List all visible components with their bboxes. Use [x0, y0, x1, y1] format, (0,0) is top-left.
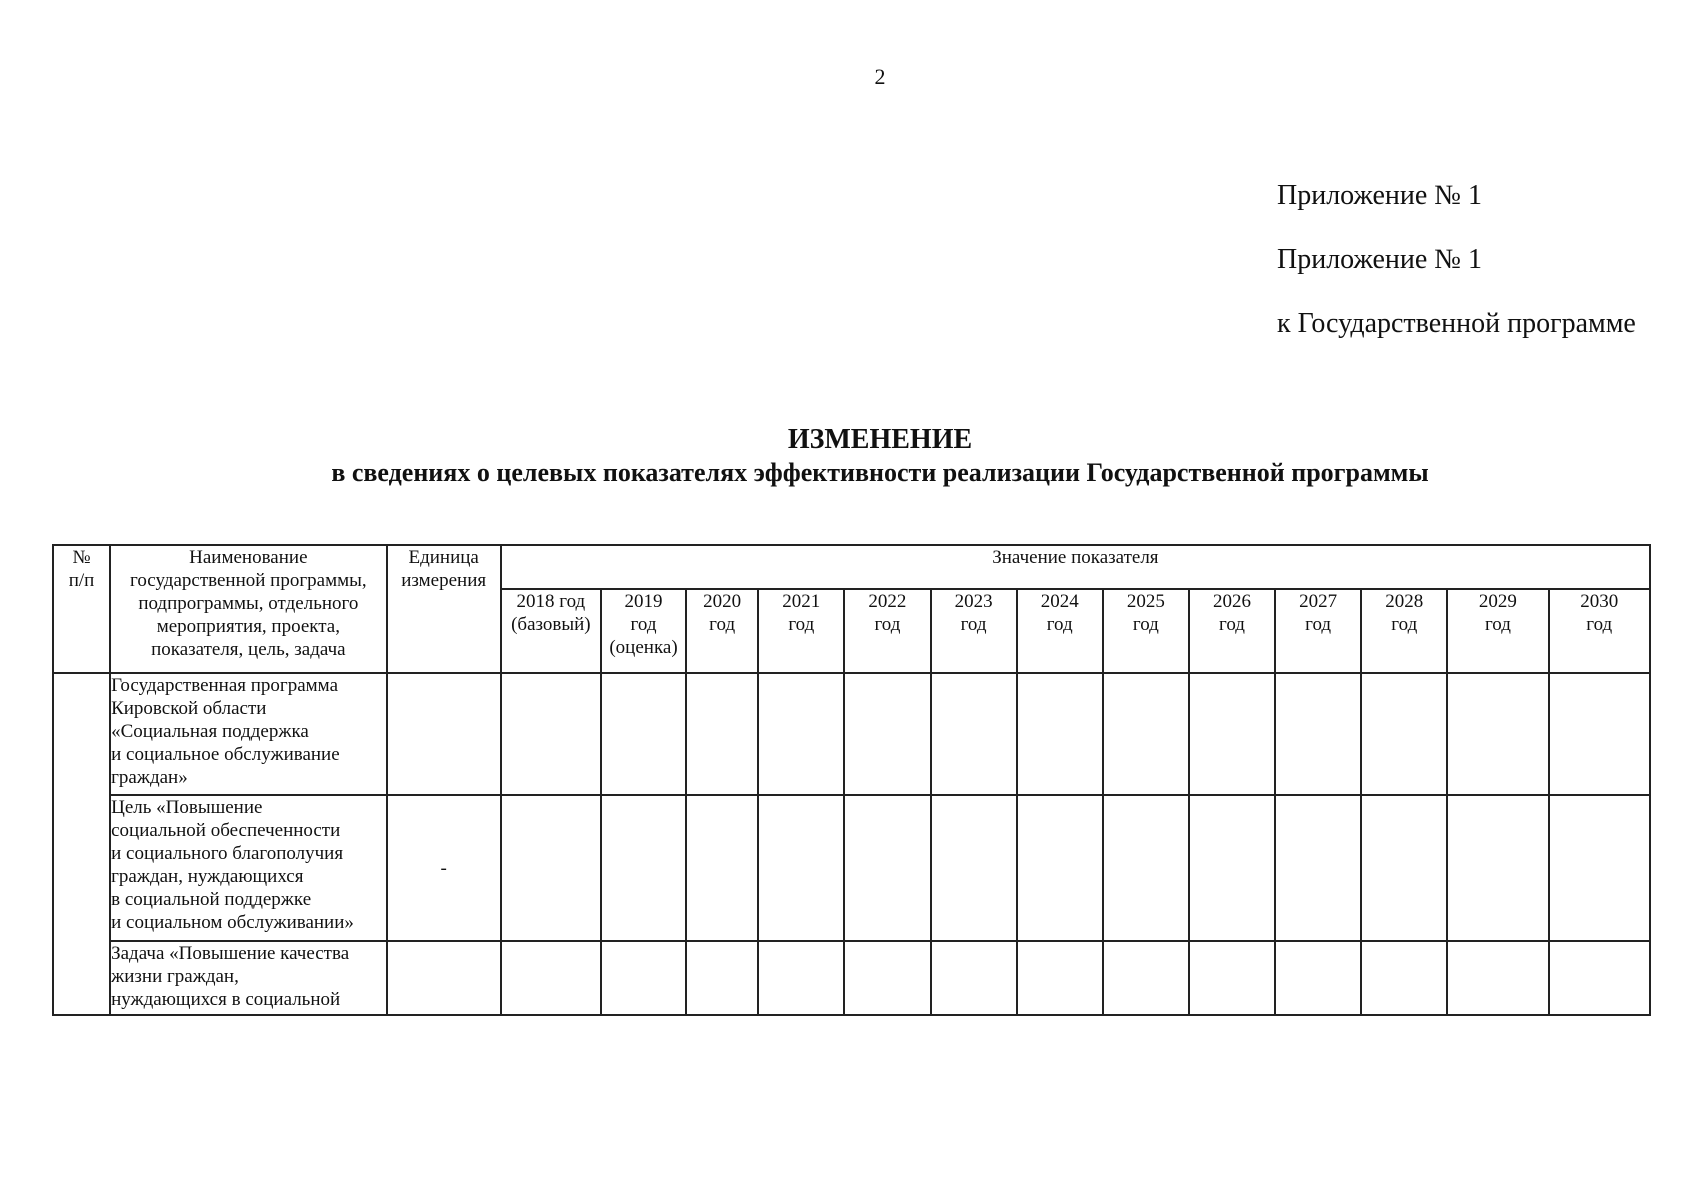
- header-unit-line: измерения: [401, 570, 487, 591]
- value-cell-2021: [758, 673, 844, 795]
- year-line: год: [1391, 614, 1418, 635]
- value-cell-2020: [686, 795, 758, 941]
- value-cell-2030: [1549, 673, 1650, 795]
- header-row-1: [53, 545, 1650, 589]
- document-title: ИЗМЕНЕНИЕ: [787, 424, 973, 455]
- year-line: 2030: [1580, 591, 1619, 612]
- value-cell-2021: [758, 941, 844, 1015]
- row-name-line: Задача «Повышение качества: [111, 943, 350, 964]
- year-line: 2028: [1385, 591, 1424, 612]
- row-name-line: Государственная программа: [111, 675, 338, 696]
- value-cell-2022: [844, 941, 930, 1015]
- value-cell-2028: [1361, 795, 1447, 941]
- page-number: 2: [874, 64, 886, 89]
- value-cell-2020: [686, 673, 758, 795]
- header-name: [110, 545, 386, 673]
- header-year-2020: [686, 589, 758, 673]
- row-name-line: и социальное обслуживание: [111, 744, 340, 765]
- header-year-2023: [931, 589, 1017, 673]
- value-cell-2025: [1103, 673, 1189, 795]
- year-line: 2022: [868, 591, 907, 612]
- year-line: год: [709, 614, 736, 635]
- header-year-2024: [1017, 589, 1103, 673]
- document-subtitle: в сведениях о целевых показателях эффективности реализации Государственной программы: [331, 458, 1429, 487]
- year-line: год: [1586, 614, 1613, 635]
- value-cell-2019: [601, 941, 686, 1015]
- row-name-line: социальной обеспеченности: [111, 820, 341, 841]
- appendix-line-3: к Государственной программе: [1277, 308, 1636, 339]
- value-cell-2030: [1549, 941, 1650, 1015]
- table-row: [53, 673, 1650, 795]
- header-name-line: мероприятия, проекта,: [156, 616, 340, 637]
- table-row: [53, 795, 1650, 941]
- header-year-2025: [1103, 589, 1189, 673]
- row-name-cell: [110, 795, 386, 941]
- value-cell-2022: [844, 795, 930, 941]
- value-cell-2018: [501, 673, 601, 795]
- value-cell-2021: [758, 795, 844, 941]
- header-year-2022: [844, 589, 930, 673]
- value-cell-2026: [1189, 795, 1275, 941]
- value-cell-2023: [931, 673, 1017, 795]
- header-number: [53, 545, 110, 673]
- value-cell-2018: [501, 795, 601, 941]
- year-line: 2029: [1478, 591, 1517, 612]
- value-cell-2020: [686, 941, 758, 1015]
- value-cell-2027: [1275, 673, 1361, 795]
- row-name-line: граждан, нуждающихся: [111, 866, 304, 887]
- year-line: год: [874, 614, 901, 635]
- row-name-line: и социальном обслуживании»: [111, 912, 354, 933]
- table-row: [53, 941, 1650, 1015]
- value-cell-2023: [931, 795, 1017, 941]
- header-year-2027: [1275, 589, 1361, 673]
- year-line: год: [1484, 614, 1511, 635]
- year-line: 2020: [703, 591, 742, 612]
- header-year-2026: [1189, 589, 1275, 673]
- header-values-group: Значение показателя: [501, 545, 1650, 589]
- value-cell-2027: [1275, 941, 1361, 1015]
- indicators-table-wrap: [52, 544, 1651, 1069]
- value-cell-2018: [501, 941, 601, 1015]
- value-cell-2029: [1447, 795, 1548, 941]
- value-cell-2022: [844, 673, 930, 795]
- value-cell-2019: [601, 795, 686, 941]
- header-year-2029: [1447, 589, 1548, 673]
- value-cell-2023: [931, 941, 1017, 1015]
- year-line: год: [1046, 614, 1073, 635]
- header-unit-line: Единица: [408, 547, 479, 568]
- value-cell-2029: [1447, 673, 1548, 795]
- year-line: (базовый): [511, 614, 591, 635]
- year-line: 2025: [1126, 591, 1165, 612]
- row-name-line: «Социальная поддержка: [111, 721, 309, 742]
- year-line: 2018 год: [516, 591, 586, 612]
- year-line: год: [630, 614, 657, 635]
- value-cell-2024: [1017, 673, 1103, 795]
- indicators-table: [52, 544, 1651, 1016]
- value-cell-2024: [1017, 941, 1103, 1015]
- year-line: 2023: [954, 591, 993, 612]
- header-unit: [387, 545, 501, 673]
- year-line: год: [788, 614, 815, 635]
- value-cell-2025: [1103, 941, 1189, 1015]
- year-line: 2019: [624, 591, 663, 612]
- value-cell-2028: [1361, 941, 1447, 1015]
- header-number-line: №: [72, 547, 91, 568]
- appendix-line-2: Приложение № 1: [1277, 244, 1482, 275]
- year-line: 2024: [1040, 591, 1079, 612]
- row-name-cell: [110, 941, 386, 1015]
- header-name-line: Наименование: [189, 547, 308, 568]
- header-year-2030: [1549, 589, 1650, 673]
- value-cell-2025: [1103, 795, 1189, 941]
- header-year-2028: [1361, 589, 1447, 673]
- header-name-line: подпрограммы, отдельного: [138, 593, 359, 614]
- appendix-line-1: Приложение № 1: [1277, 180, 1482, 211]
- row-name-line: граждан»: [111, 767, 188, 788]
- value-cell-2030: [1549, 795, 1650, 941]
- value-cell-2028: [1361, 673, 1447, 795]
- row-unit-cell: [387, 673, 501, 795]
- value-cell-2026: [1189, 673, 1275, 795]
- year-line: (оценка): [609, 637, 678, 658]
- header-year-2018: [501, 589, 601, 673]
- value-cell-2029: [1447, 941, 1548, 1015]
- header-number-line: п/п: [68, 570, 95, 591]
- year-line: 2026: [1212, 591, 1251, 612]
- header-year-2019: [601, 589, 686, 673]
- row-unit-cell: -: [387, 795, 501, 941]
- year-line: год: [1305, 614, 1332, 635]
- value-cell-2026: [1189, 941, 1275, 1015]
- row-unit-cell: [387, 941, 501, 1015]
- header-year-2021: [758, 589, 844, 673]
- header-name-line: показателя, цель, задача: [151, 639, 346, 660]
- header-name-line: государственной программы,: [130, 570, 367, 591]
- value-cell-2027: [1275, 795, 1361, 941]
- row-name-line: Кировской области: [111, 698, 267, 719]
- year-line: год: [960, 614, 987, 635]
- year-line: год: [1219, 614, 1245, 635]
- row-number-cell: [53, 673, 110, 1015]
- row-name-line: в социальной поддержке: [111, 889, 312, 910]
- year-line: 2027: [1299, 591, 1338, 612]
- value-cell-2024: [1017, 795, 1103, 941]
- row-name-line: Цель «Повышение: [111, 797, 263, 818]
- year-line: 2021: [782, 591, 821, 612]
- row-name-cell: [110, 673, 386, 795]
- row-name-line: и социального благополучия: [111, 843, 344, 864]
- value-cell-2019: [601, 673, 686, 795]
- year-line: год: [1132, 614, 1159, 635]
- row-name-line: жизни граждан,: [111, 966, 239, 987]
- row-name-line: нуждающихся в социальной: [111, 989, 341, 1010]
